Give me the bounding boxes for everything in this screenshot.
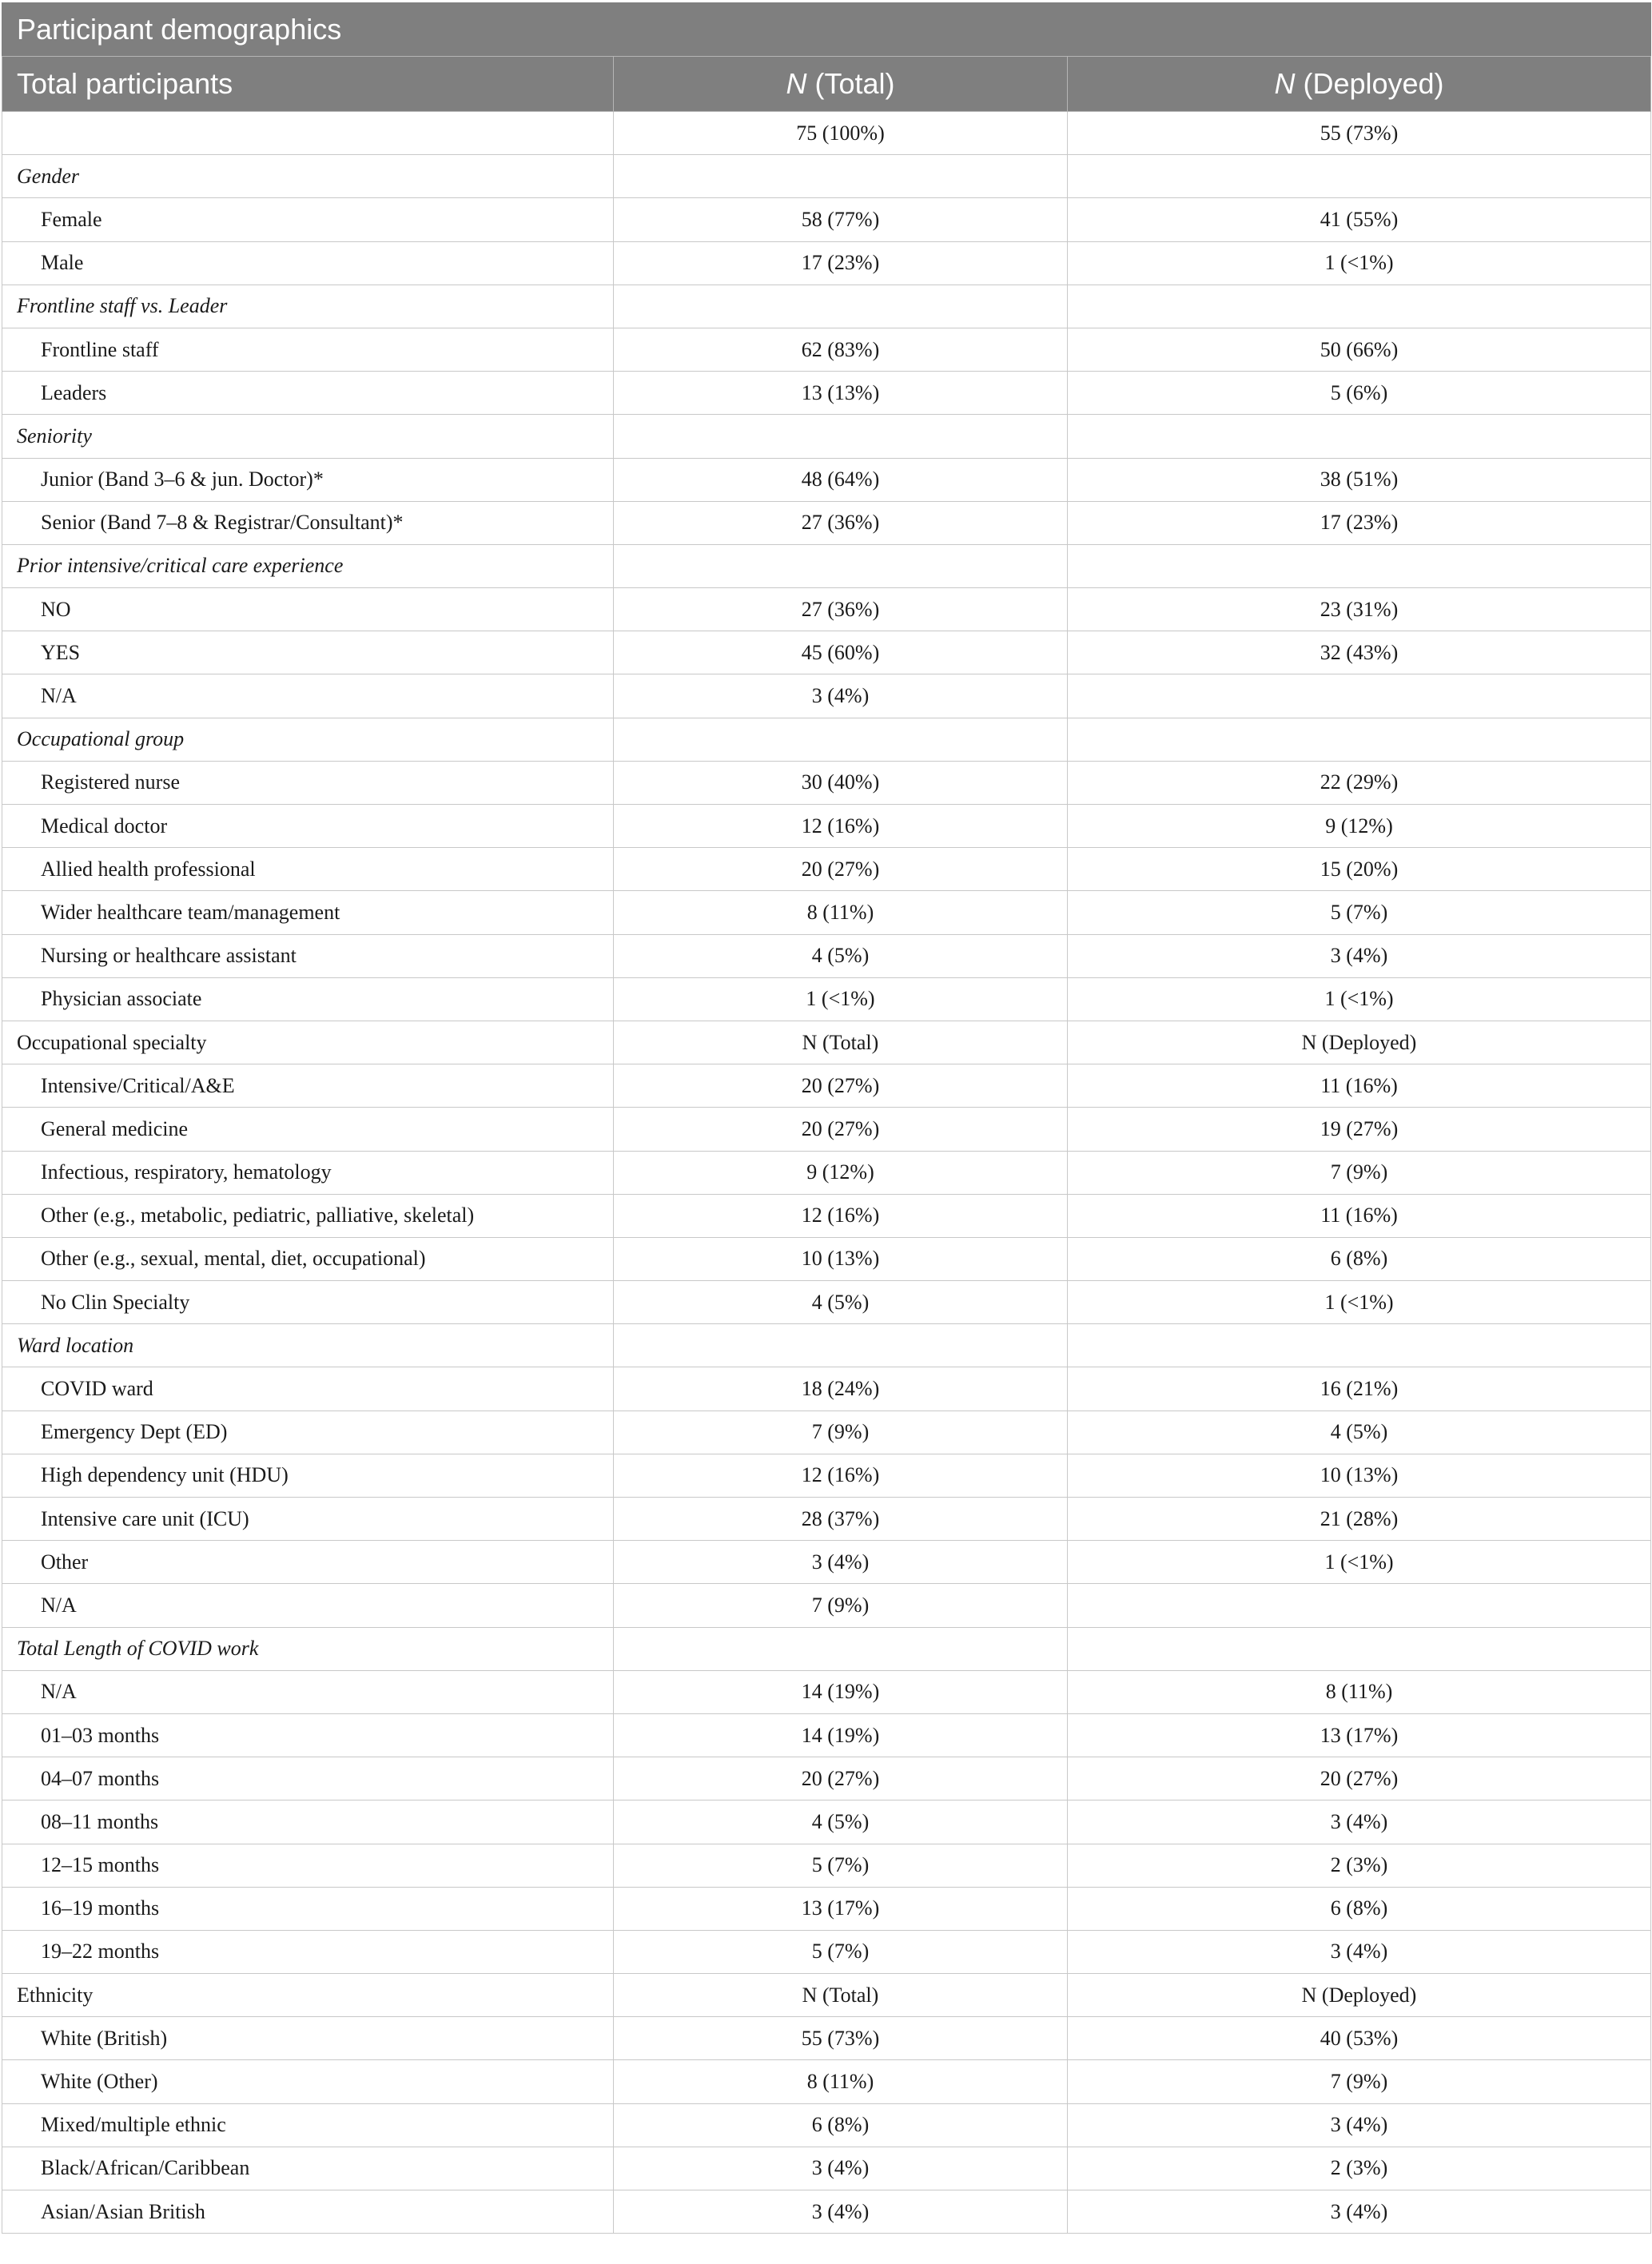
section-header-row (2, 1021, 1651, 1064)
section-header-row (2, 1324, 1651, 1367)
row-label: Medical doctor (2, 805, 614, 848)
row-label: Infectious, respiratory, hematology (2, 1151, 614, 1194)
row-label: White (Other) (2, 2060, 614, 2103)
row-total-value: 6 (8%) (614, 2103, 1068, 2147)
row-deployed-value: 23 (31%) (1068, 588, 1651, 631)
row-label: Frontline staff (2, 328, 614, 371)
row-deployed-value: 22 (29%) (1068, 761, 1651, 804)
row-total-value: 17 (23%) (614, 241, 1068, 284)
row-label: Mixed/multiple ethnic (2, 2103, 614, 2147)
section-title: Occupational specialty (2, 1021, 614, 1064)
table-title: Participant demographics (2, 3, 1651, 57)
row-label: Other (e.g., sexual, mental, diet, occupational) (2, 1237, 614, 1280)
row-deployed-value: 4 (5%) (1068, 1411, 1651, 1454)
table-row (2, 891, 1651, 934)
table-row (2, 1194, 1651, 1237)
row-label: 08–11 months (2, 1800, 614, 1844)
table-row (2, 1713, 1651, 1757)
row-label: COVID ward (2, 1367, 614, 1411)
section-title: Total Length of COVID work (2, 1627, 614, 1670)
row-total-value: 20 (27%) (614, 1108, 1068, 1151)
row-label: Allied health professional (2, 848, 614, 891)
table-row (2, 1151, 1651, 1194)
table-row (2, 1454, 1651, 1497)
table-row (2, 805, 1651, 848)
row-total-value: 3 (4%) (614, 2190, 1068, 2234)
table-row (2, 501, 1651, 544)
section-total-header (614, 1324, 1068, 1367)
section-deployed-header (1068, 415, 1651, 458)
table-row (2, 1281, 1651, 1324)
section-header-row (2, 1974, 1651, 2017)
header-n-total-rest: (Total) (806, 67, 895, 100)
table-row (2, 848, 1651, 891)
table-row (2, 458, 1651, 501)
row-deployed-value: 6 (8%) (1068, 1887, 1651, 1930)
row-total-value: 45 (60%) (614, 631, 1068, 674)
row-total-value: 20 (27%) (614, 1757, 1068, 1800)
row-deployed-value: 16 (21%) (1068, 1367, 1651, 1411)
row-label: High dependency unit (HDU) (2, 1454, 614, 1497)
table-caption-row (2, 3, 1651, 57)
row-deployed-value: 13 (17%) (1068, 1713, 1651, 1757)
section-header-row (2, 415, 1651, 458)
row-deployed-value: 8 (11%) (1068, 1670, 1651, 1713)
table-row (2, 1541, 1651, 1584)
row-total-value: 5 (7%) (614, 1844, 1068, 1887)
row-total-value: 4 (5%) (614, 934, 1068, 977)
section-title: Seniority (2, 415, 614, 458)
row-deployed-value: 2 (3%) (1068, 1844, 1651, 1887)
row-deployed-value: 3 (4%) (1068, 1930, 1651, 1973)
row-label: Leaders (2, 372, 614, 415)
row-deployed-value: 2 (3%) (1068, 2147, 1651, 2190)
row-label: Intensive/Critical/A&E (2, 1064, 614, 1108)
section-total-header (614, 1627, 1068, 1670)
row-label: Intensive care unit (ICU) (2, 1498, 614, 1541)
row-total-value: 12 (16%) (614, 805, 1068, 848)
row-label: White (British) (2, 2017, 614, 2060)
table-row (2, 1930, 1651, 1973)
row-total-value: 14 (19%) (614, 1670, 1068, 1713)
row-label: N/A (2, 1584, 614, 1627)
row-total-value: 28 (37%) (614, 1498, 1068, 1541)
table-row (2, 2103, 1651, 2147)
row-deployed-value: 5 (6%) (1068, 372, 1651, 415)
section-title: Ethnicity (2, 1974, 614, 2017)
table-row (2, 1584, 1651, 1627)
row-total-value: 5 (7%) (614, 1930, 1068, 1973)
row-deployed-value: 38 (51%) (1068, 458, 1651, 501)
row-total-value: 9 (12%) (614, 1151, 1068, 1194)
row-total-value: 20 (27%) (614, 848, 1068, 891)
section-total-header: N (Total) (614, 1021, 1068, 1064)
row-total-value: 8 (11%) (614, 2060, 1068, 2103)
demographics-table (2, 2, 1651, 2234)
section-total-header (614, 155, 1068, 198)
row-total-value: 12 (16%) (614, 1454, 1068, 1497)
row-total-value: 48 (64%) (614, 458, 1068, 501)
section-total-header: N (Total) (614, 1974, 1068, 2017)
row-total-value: 27 (36%) (614, 588, 1068, 631)
table-row (2, 1887, 1651, 1930)
section-title: Gender (2, 155, 614, 198)
row-total-value: 4 (5%) (614, 1281, 1068, 1324)
header-n-deployed-rest: (Deployed) (1295, 67, 1444, 100)
table-row (2, 1108, 1651, 1151)
table-row (2, 977, 1651, 1021)
row-total-value: 3 (4%) (614, 1541, 1068, 1584)
table-row (2, 328, 1651, 371)
total-row-total: 75 (100%) (614, 112, 1068, 155)
table-row (2, 1064, 1651, 1108)
row-total-value: 55 (73%) (614, 2017, 1068, 2060)
section-header-row (2, 544, 1651, 587)
section-title: Prior intensive/critical care experience (2, 544, 614, 587)
row-label: 16–19 months (2, 1887, 614, 1930)
row-total-value: 7 (9%) (614, 1411, 1068, 1454)
row-total-value: 8 (11%) (614, 891, 1068, 934)
section-total-header (614, 284, 1068, 328)
table-row (2, 1498, 1651, 1541)
section-deployed-header: N (Deployed) (1068, 1974, 1651, 2017)
row-deployed-value: 7 (9%) (1068, 1151, 1651, 1194)
row-total-value: 3 (4%) (614, 2147, 1068, 2190)
table-row (2, 1800, 1651, 1844)
total-row-deployed: 55 (73%) (1068, 112, 1651, 155)
total-row-label (2, 112, 614, 155)
table-row (2, 588, 1651, 631)
row-total-value: 14 (19%) (614, 1713, 1068, 1757)
row-label: Other (2, 1541, 614, 1584)
row-label: NO (2, 588, 614, 631)
table-row (2, 372, 1651, 415)
row-total-value: 58 (77%) (614, 198, 1068, 241)
header-total-participants: Total participants (2, 57, 614, 112)
section-total-header (614, 718, 1068, 761)
row-total-value: 12 (16%) (614, 1194, 1068, 1237)
table-row (2, 674, 1651, 718)
row-deployed-value: 1 (<1%) (1068, 241, 1651, 284)
row-total-value: 1 (<1%) (614, 977, 1068, 1021)
row-deployed-value: 3 (4%) (1068, 934, 1651, 977)
row-label: Junior (Band 3–6 & jun. Doctor)* (2, 458, 614, 501)
header-n-deployed-italic: N (1274, 67, 1296, 100)
row-label: Asian/Asian British (2, 2190, 614, 2234)
row-deployed-value: 10 (13%) (1068, 1454, 1651, 1497)
row-label: Nursing or healthcare assistant (2, 934, 614, 977)
row-deployed-value: 3 (4%) (1068, 2190, 1651, 2234)
table-row (2, 934, 1651, 977)
table-body (2, 112, 1651, 2234)
table-row (2, 1411, 1651, 1454)
row-deployed-value: 15 (20%) (1068, 848, 1651, 891)
table-row (2, 241, 1651, 284)
section-header-row (2, 284, 1651, 328)
row-label: N/A (2, 674, 614, 718)
row-total-value: 10 (13%) (614, 1237, 1068, 1280)
row-total-value: 13 (13%) (614, 372, 1068, 415)
row-deployed-value: 1 (<1%) (1068, 1541, 1651, 1584)
section-header-row (2, 718, 1651, 761)
section-deployed-header (1068, 544, 1651, 587)
row-label: General medicine (2, 1108, 614, 1151)
row-label: Wider healthcare team/management (2, 891, 614, 934)
row-label: YES (2, 631, 614, 674)
table-row (2, 1237, 1651, 1280)
row-deployed-value (1068, 1584, 1651, 1627)
table-row (2, 2190, 1651, 2234)
row-total-value: 18 (24%) (614, 1367, 1068, 1411)
row-deployed-value: 40 (53%) (1068, 2017, 1651, 2060)
table-row-total (2, 112, 1651, 155)
row-deployed-value: 50 (66%) (1068, 328, 1651, 371)
section-deployed-header: N (Deployed) (1068, 1021, 1651, 1064)
section-total-header (614, 544, 1068, 587)
header-n-total-italic: N (786, 67, 807, 100)
row-label: N/A (2, 1670, 614, 1713)
row-deployed-value: 7 (9%) (1068, 2060, 1651, 2103)
section-title: Occupational group (2, 718, 614, 761)
table-row (2, 198, 1651, 241)
table-row (2, 1367, 1651, 1411)
row-total-value: 62 (83%) (614, 328, 1068, 371)
section-title: Ward location (2, 1324, 614, 1367)
row-deployed-value: 3 (4%) (1068, 1800, 1651, 1844)
row-deployed-value: 20 (27%) (1068, 1757, 1651, 1800)
row-label: No Clin Specialty (2, 1281, 614, 1324)
row-total-value: 4 (5%) (614, 1800, 1068, 1844)
section-deployed-header (1068, 155, 1651, 198)
header-n-total (614, 57, 1068, 112)
row-total-value: 3 (4%) (614, 674, 1068, 718)
row-deployed-value: 3 (4%) (1068, 2103, 1651, 2147)
section-deployed-header (1068, 284, 1651, 328)
row-deployed-value: 9 (12%) (1068, 805, 1651, 848)
table-row (2, 2060, 1651, 2103)
row-deployed-value (1068, 674, 1651, 718)
table-row (2, 761, 1651, 804)
row-deployed-value: 11 (16%) (1068, 1194, 1651, 1237)
row-label: 01–03 months (2, 1713, 614, 1757)
table-row (2, 2147, 1651, 2190)
row-deployed-value: 6 (8%) (1068, 1237, 1651, 1280)
row-label: 12–15 months (2, 1844, 614, 1887)
table-row (2, 2017, 1651, 2060)
row-deployed-value: 5 (7%) (1068, 891, 1651, 934)
row-label: Black/African/Caribbean (2, 2147, 614, 2190)
table-row (2, 1757, 1651, 1800)
table-header-row (2, 57, 1651, 112)
row-total-value: 27 (36%) (614, 501, 1068, 544)
row-deployed-value: 1 (<1%) (1068, 977, 1651, 1021)
row-label: Registered nurse (2, 761, 614, 804)
section-header-row (2, 1627, 1651, 1670)
row-total-value: 20 (27%) (614, 1064, 1068, 1108)
row-deployed-value: 1 (<1%) (1068, 1281, 1651, 1324)
section-title: Frontline staff vs. Leader (2, 284, 614, 328)
section-deployed-header (1068, 718, 1651, 761)
row-total-value: 30 (40%) (614, 761, 1068, 804)
section-total-header (614, 415, 1068, 458)
table-row (2, 1844, 1651, 1887)
row-label: Senior (Band 7–8 & Registrar/Consultant)* (2, 501, 614, 544)
row-total-value: 13 (17%) (614, 1887, 1068, 1930)
section-header-row (2, 155, 1651, 198)
row-deployed-value: 32 (43%) (1068, 631, 1651, 674)
row-deployed-value: 17 (23%) (1068, 501, 1651, 544)
row-deployed-value: 21 (28%) (1068, 1498, 1651, 1541)
row-label: Other (e.g., metabolic, pediatric, palliative, skeletal) (2, 1194, 614, 1237)
row-label: 04–07 months (2, 1757, 614, 1800)
table-row (2, 1670, 1651, 1713)
row-label: 19–22 months (2, 1930, 614, 1973)
section-deployed-header (1068, 1627, 1651, 1670)
row-label: Emergency Dept (ED) (2, 1411, 614, 1454)
row-label: Female (2, 198, 614, 241)
row-deployed-value: 41 (55%) (1068, 198, 1651, 241)
table-row (2, 631, 1651, 674)
row-total-value: 7 (9%) (614, 1584, 1068, 1627)
section-deployed-header (1068, 1324, 1651, 1367)
row-label: Male (2, 241, 614, 284)
header-n-deployed (1068, 57, 1651, 112)
row-deployed-value: 19 (27%) (1068, 1108, 1651, 1151)
row-deployed-value: 11 (16%) (1068, 1064, 1651, 1108)
row-label: Physician associate (2, 977, 614, 1021)
